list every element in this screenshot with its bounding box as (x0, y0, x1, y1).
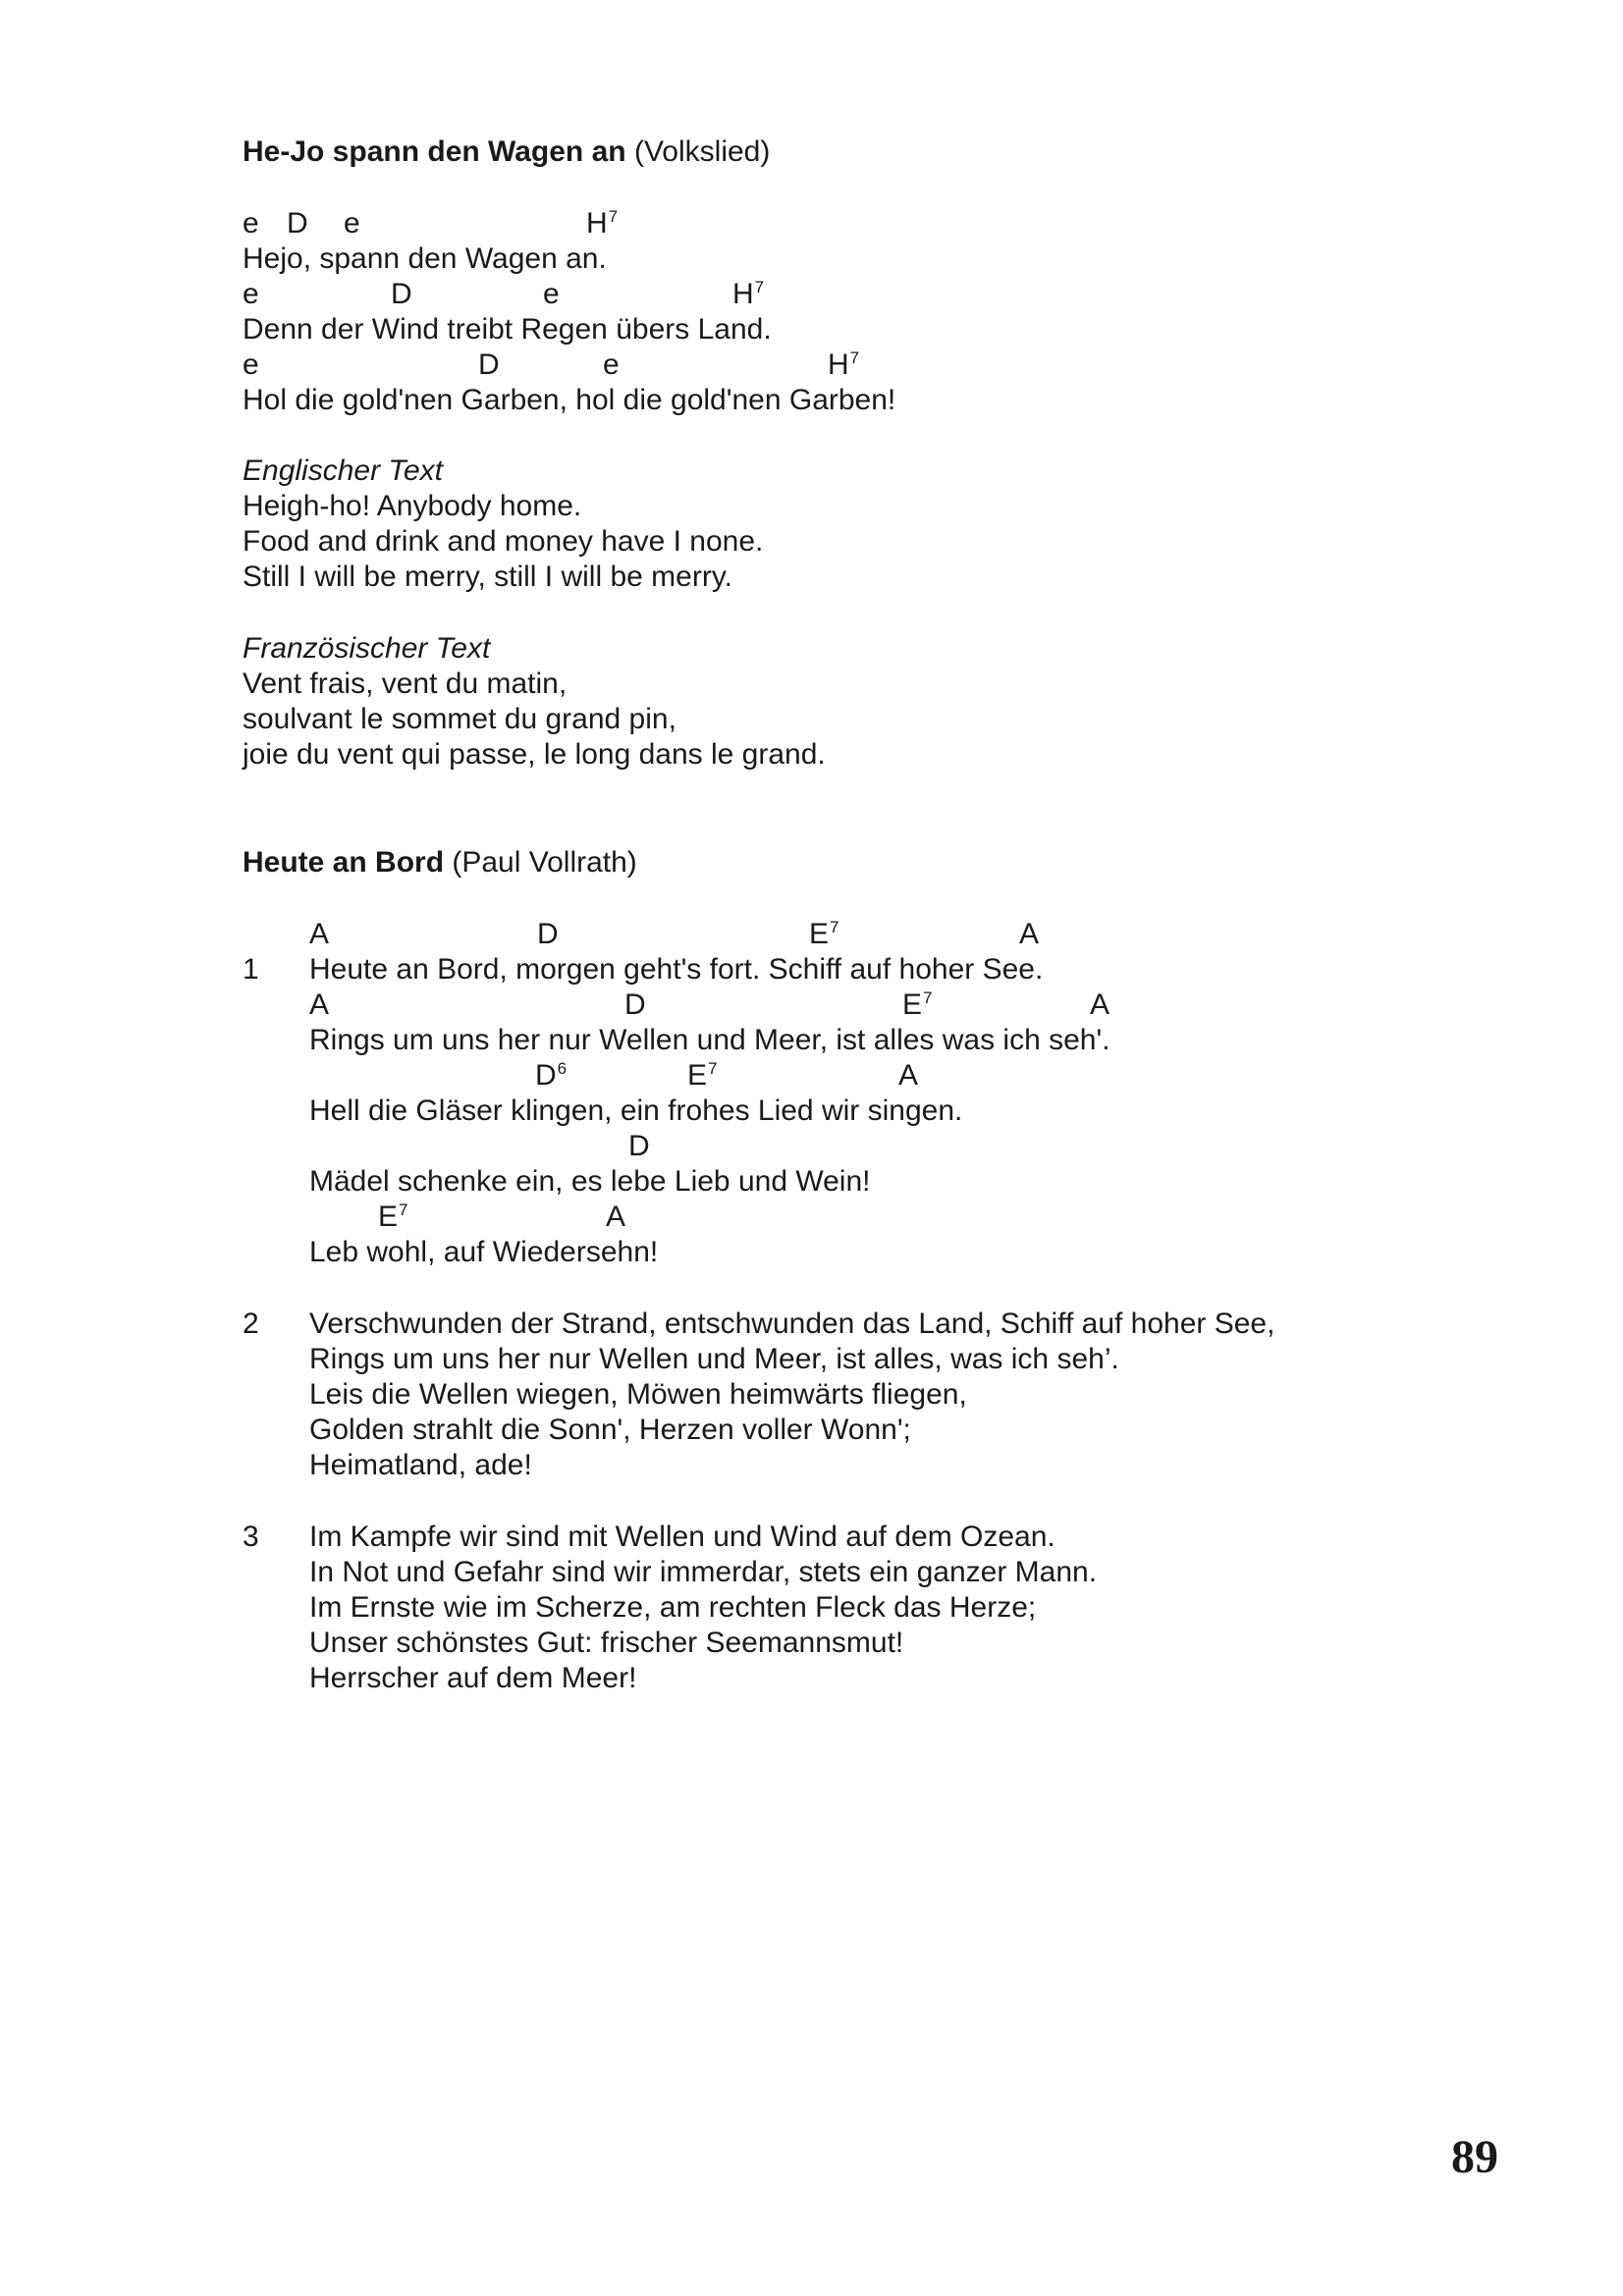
chord: A (606, 1201, 626, 1233)
lyric-line: Leb wohl, auf Wiedersehn! (309, 1236, 659, 1268)
lyric-line: Hell die Gläser klingen, ein frohes Lied wir singen. (309, 1095, 963, 1127)
verse-number: 2 (243, 1308, 259, 1340)
lyric-line: Leis die Wellen wiegen, Möwen heimwärts fliegen, (309, 1378, 967, 1411)
chord: $H^7$ (732, 278, 765, 310)
lyric-line: Unser schönstes Gut: frischer Seemannsmut! (309, 1627, 904, 1659)
english-line: Heigh-ho! Anybody home. (243, 490, 582, 522)
lyric-line: Golden strahlt die Sonn', Herzen voller Wonn'; (309, 1414, 911, 1446)
verse-number: 3 (243, 1521, 259, 1553)
french-line: Vent frais, vent du matin, (243, 667, 568, 700)
english-line: Food and drink and money have I none. (243, 525, 764, 558)
chord: $E^7$ (809, 918, 839, 950)
chord: e (543, 278, 560, 310)
chord: A (309, 918, 330, 950)
chord: e (603, 348, 620, 381)
chord: $E^7$ (902, 988, 933, 1021)
chord: $E^7$ (378, 1201, 408, 1233)
lyric-line: Hejo, spann den Wagen an. (243, 242, 607, 275)
lyric-line: Mädel schenke ein, es lebe Lieb und Wein! (309, 1165, 871, 1198)
verse-number: 1 (243, 953, 259, 986)
french-line: soulvant le sommet du grand pin, (243, 703, 676, 735)
chord: D (537, 918, 559, 950)
lyric-line: Heimatland, ade! (309, 1449, 532, 1481)
french-heading: Französischer Text (243, 632, 491, 665)
lyric-line: Im Kampfe wir sind mit Wellen und Wind auf dem Ozean. (309, 1521, 1055, 1553)
chord: $H^7$ (828, 348, 860, 381)
chord: $H^7$ (586, 207, 619, 240)
french-line: joie du vent qui passe, le long dans le grand. (243, 738, 826, 771)
chord: D (628, 1130, 650, 1162)
chord: e (344, 207, 360, 240)
lyric-line: In Not und Gefahr sind wir immerdar, stets ein ganzer Mann. (309, 1556, 1098, 1588)
lyric-line: Denn der Wind treibt Regen übers Land. (243, 313, 772, 346)
english-line: Still I will be merry, still I will be merry. (243, 561, 732, 593)
chord: e (243, 348, 259, 381)
song-author: (Paul Vollrath) (452, 846, 637, 879)
chord: e (243, 207, 259, 240)
page-number: 89 (1451, 2131, 1498, 2183)
song-title-line (243, 845, 637, 881)
song-author: (Volkslied) (633, 135, 771, 168)
lyric-line: Hol die gold'nen Garben, hol die gold'nen Garben! (243, 384, 896, 416)
chord: $D^6$ (535, 1059, 568, 1092)
lyric-line: Verschwunden der Strand, entschwunden das Land, Schiff auf hoher See, (309, 1308, 1275, 1340)
chord: D (624, 988, 646, 1021)
lyric-line: Im Ernste wie im Scherze, am rechten Fleck das Herze; (309, 1591, 1037, 1624)
chord: A (1019, 918, 1040, 950)
song-title: He-Jo spann den Wagen an (243, 135, 626, 168)
lyric-line: Rings um uns her nur Wellen und Meer, ist alles, was ich seh’. (309, 1343, 1119, 1375)
chord: D (287, 207, 308, 240)
chord: $E^7$ (687, 1059, 718, 1092)
chord: A (898, 1059, 919, 1092)
chord: e (243, 278, 259, 310)
lyric-line: Rings um uns her nur Wellen und Meer, ist alles was ich seh'. (309, 1024, 1110, 1056)
song-title-line (243, 134, 770, 170)
chord: A (309, 988, 330, 1021)
chord: D (391, 278, 412, 310)
lyric-line: Herrscher auf dem Meer! (309, 1662, 637, 1694)
song-title: Heute an Bord (243, 846, 445, 879)
lyric-line: Heute an Bord, morgen geht's fort. Schiff auf hoher See. (309, 953, 1044, 986)
chord: A (1090, 988, 1110, 1021)
chord: D (478, 348, 500, 381)
english-heading: Englischer Text (243, 454, 443, 487)
